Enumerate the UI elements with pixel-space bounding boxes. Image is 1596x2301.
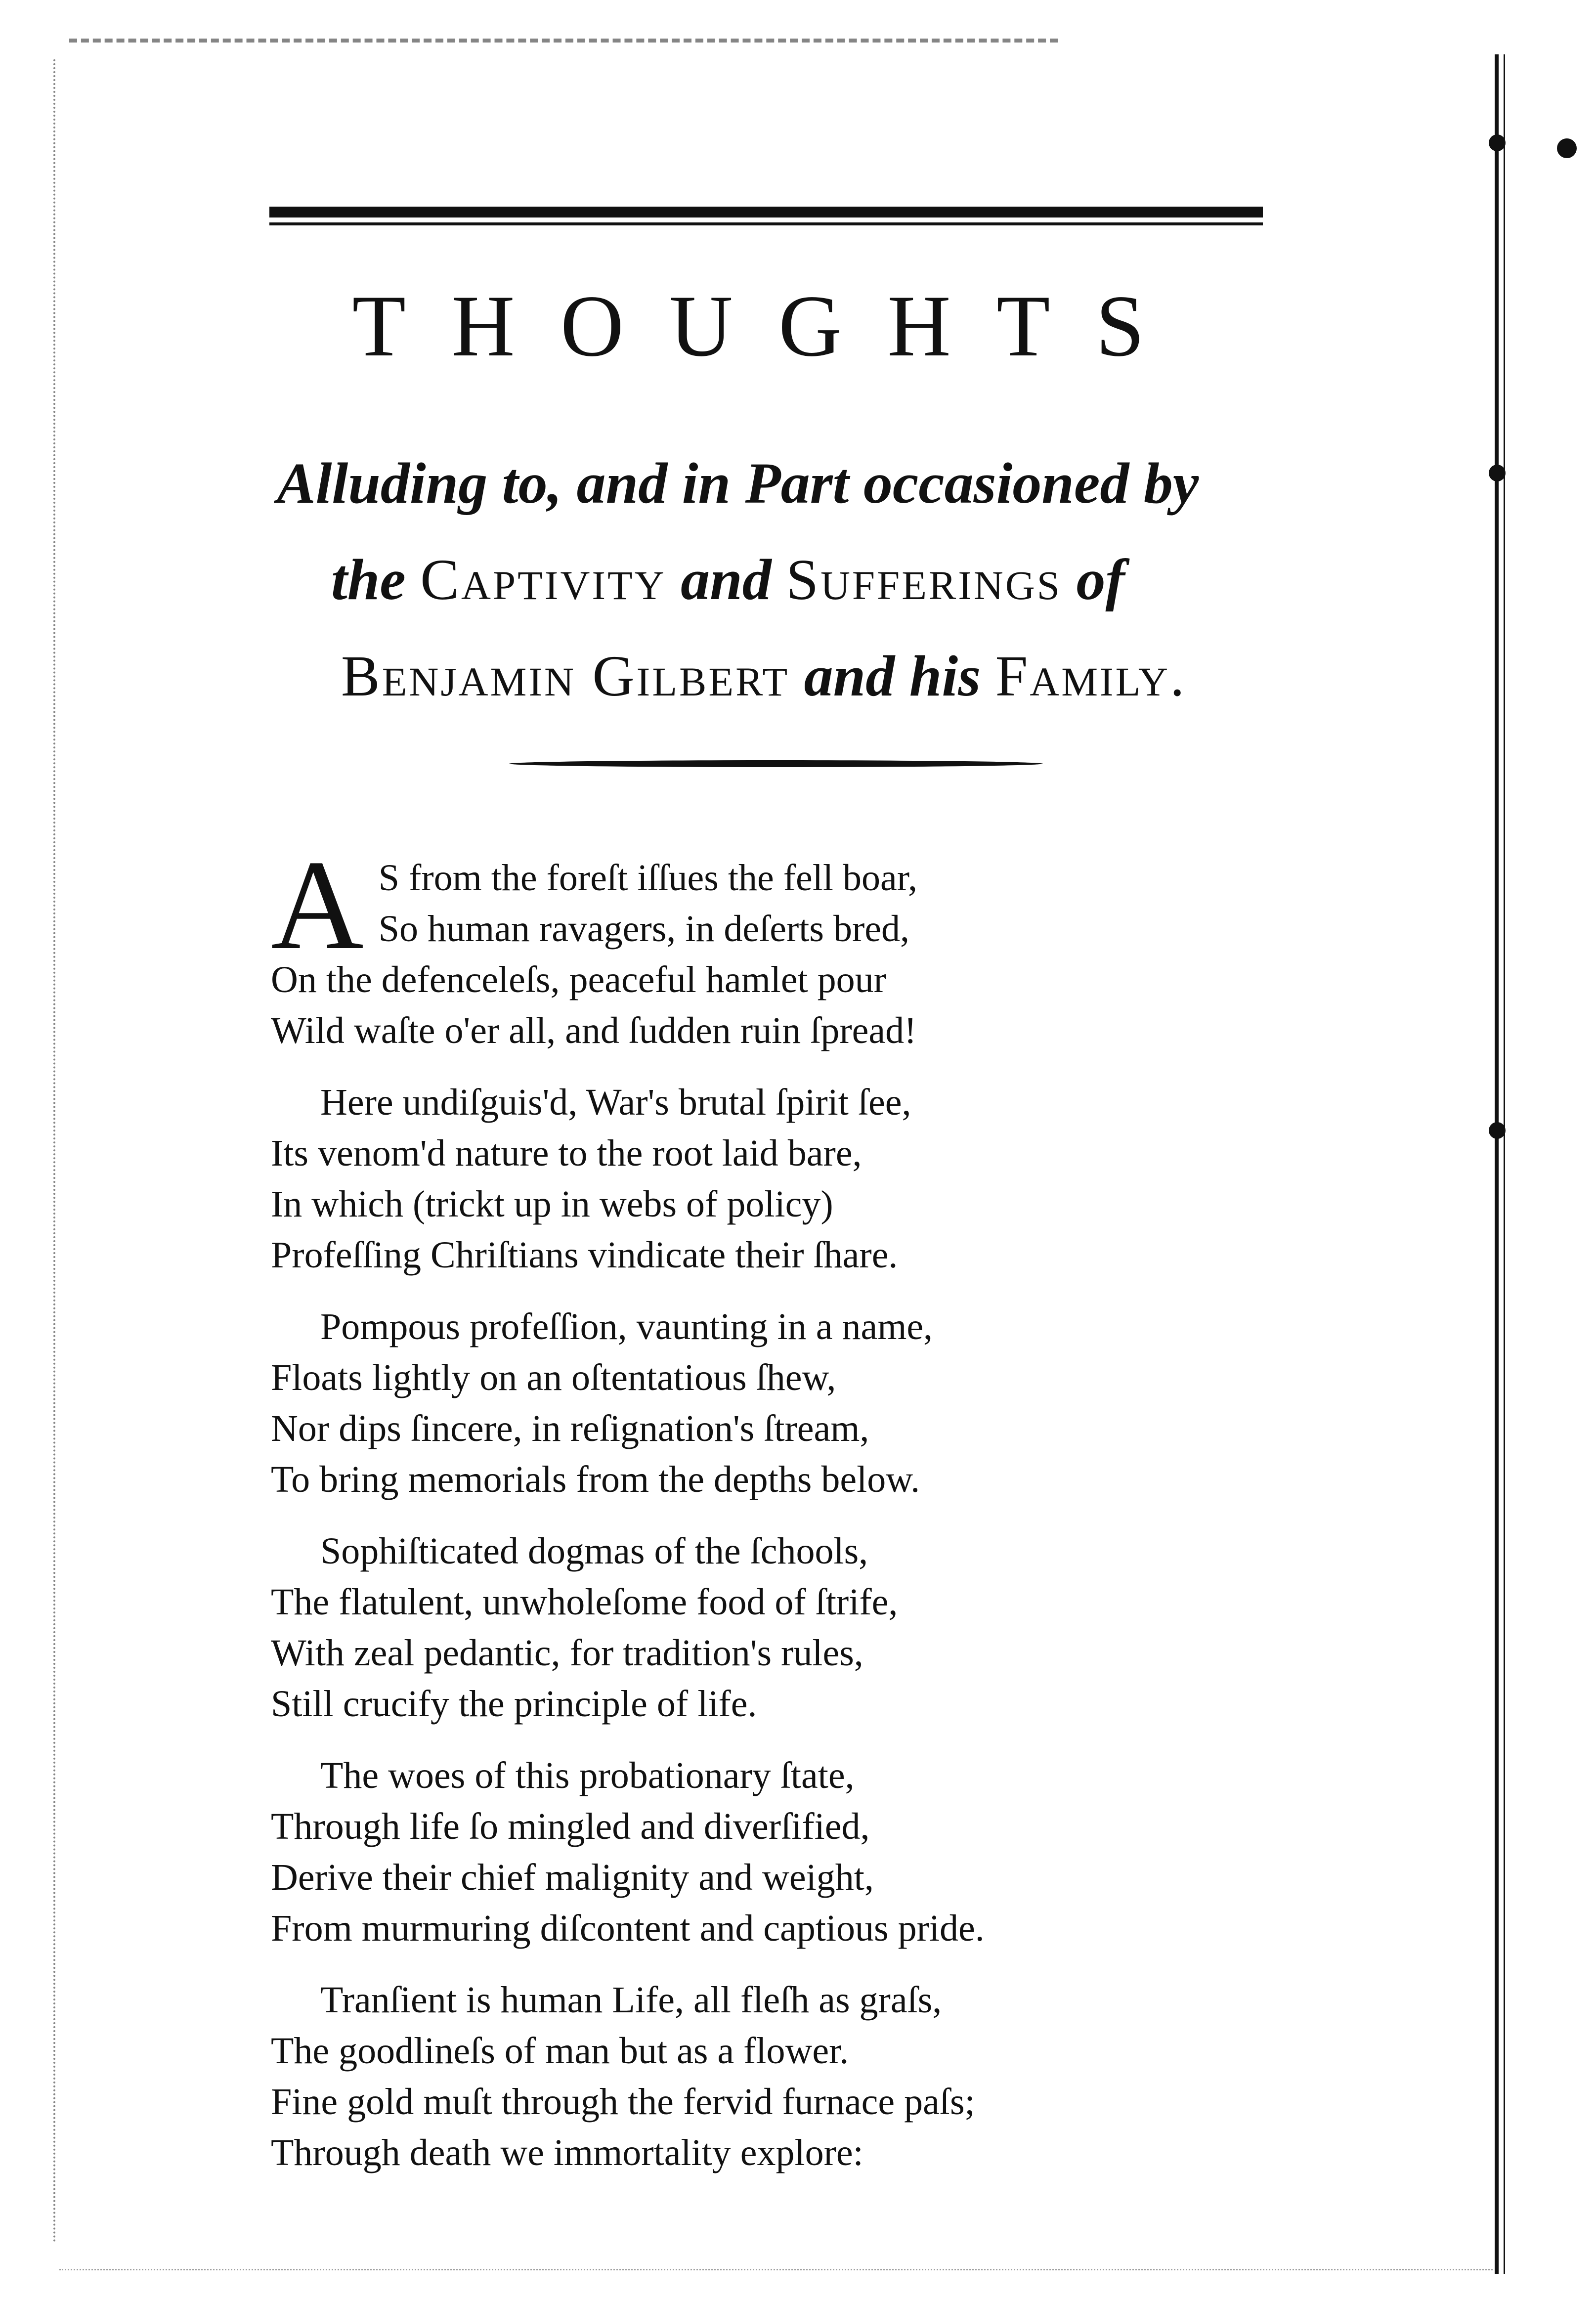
stanza-5	[271, 1750, 1408, 1954]
stanza-4	[271, 1526, 1408, 1730]
poem-line: With zeal pedantic, for tradition's rules,	[271, 1632, 863, 1674]
subtitle-word: Sufferings	[786, 547, 1062, 612]
poem-line: Wild waſte o'er all, and ſudden ruin ſpread!	[271, 1010, 917, 1051]
decorative-divider	[509, 760, 1043, 767]
poem-line: Pompous profeſſion, vaunting in a name,	[320, 1306, 933, 1347]
poem-line: Fine gold muſt through the fervid furnace paſs;	[271, 2081, 975, 2123]
subtitle-word: the	[331, 547, 406, 612]
page-title: THOUGHTS	[352, 277, 1190, 375]
poem-line: Tranſient is human Life, all fleſh as graſs,	[320, 1979, 942, 2021]
bottom-margin-specks	[59, 2269, 1493, 2270]
poem-line: Derive their chief malignity and weight,	[271, 1857, 874, 1898]
subtitle-word: and his	[804, 644, 981, 708]
subtitle-word: and	[681, 547, 772, 612]
subtitle-word: Family.	[995, 644, 1187, 708]
subtitle	[257, 435, 1285, 724]
poem-line: On the defenceleſs, peaceful hamlet pour	[271, 959, 886, 1000]
poem-line: In which (trickt up in webs of policy)	[271, 1183, 833, 1225]
poem-line: The woes of this probationary ſtate,	[320, 1755, 855, 1796]
left-margin-specks	[53, 59, 55, 2244]
stanza-2	[271, 1077, 1408, 1281]
subtitle-line-2	[257, 531, 1285, 628]
drop-cap: A	[271, 834, 364, 976]
poem-line: Still crucify the principle of life.	[271, 1683, 757, 1725]
stanza-3	[271, 1302, 1408, 1505]
poem-line: Sophiſticated dogmas of the ſchools,	[320, 1530, 868, 1572]
poem-line: The goodlineſs of man but as a flower.	[271, 2030, 849, 2072]
page-top-edge	[69, 39, 1058, 47]
poem-line: Floats lightly on an oſtentatious ſhew,	[271, 1357, 836, 1398]
poem-line: To bring memorials from the depths below.	[271, 1459, 920, 1500]
subtitle-line-3	[257, 628, 1285, 724]
poem-line: So human ravagers, in deſerts bred,	[378, 908, 910, 950]
subtitle-text: Alluding to, and in Part occasioned by	[277, 451, 1199, 516]
poem-line: Here undiſguis'd, War's brutal ſpirit ſee,	[320, 1082, 911, 1123]
poem-line: Through death we immortality explore:	[271, 2132, 863, 2173]
subtitle-line-1	[257, 435, 1285, 531]
poem-line: From murmuring diſcontent and captious pride.	[271, 1908, 985, 1949]
poem-line: Profeſſing Chriſtians vindicate their ſhare.	[271, 1234, 898, 1276]
subtitle-word: Benjamin Gilbert	[341, 644, 790, 708]
subtitle-word: of	[1076, 547, 1125, 612]
stanza-1	[271, 834, 1408, 1056]
book-binding-edge	[1495, 54, 1499, 2274]
poem-line: Nor dips ſincere, in reſignation's ſtream,	[271, 1408, 869, 1449]
decorative-top-rule	[269, 207, 1263, 217]
poem-line: The flatulent, unwholeſome food of ſtrife,	[271, 1581, 898, 1623]
poem-line: S from the foreſt iſſues the fell boar,	[378, 857, 917, 899]
binding-dot	[1489, 465, 1506, 481]
binding-dot	[1489, 1122, 1506, 1139]
subtitle-word: Captivity	[420, 547, 666, 612]
poem-line: Its venom'd nature to the root laid bare,	[271, 1132, 862, 1174]
binding-dot	[1557, 138, 1577, 158]
binding-dot	[1489, 134, 1506, 151]
poem-line: Through life ſo mingled and diverſified,	[271, 1806, 870, 1847]
stanza-6	[271, 1975, 1408, 2178]
poem-body	[271, 834, 1408, 2199]
